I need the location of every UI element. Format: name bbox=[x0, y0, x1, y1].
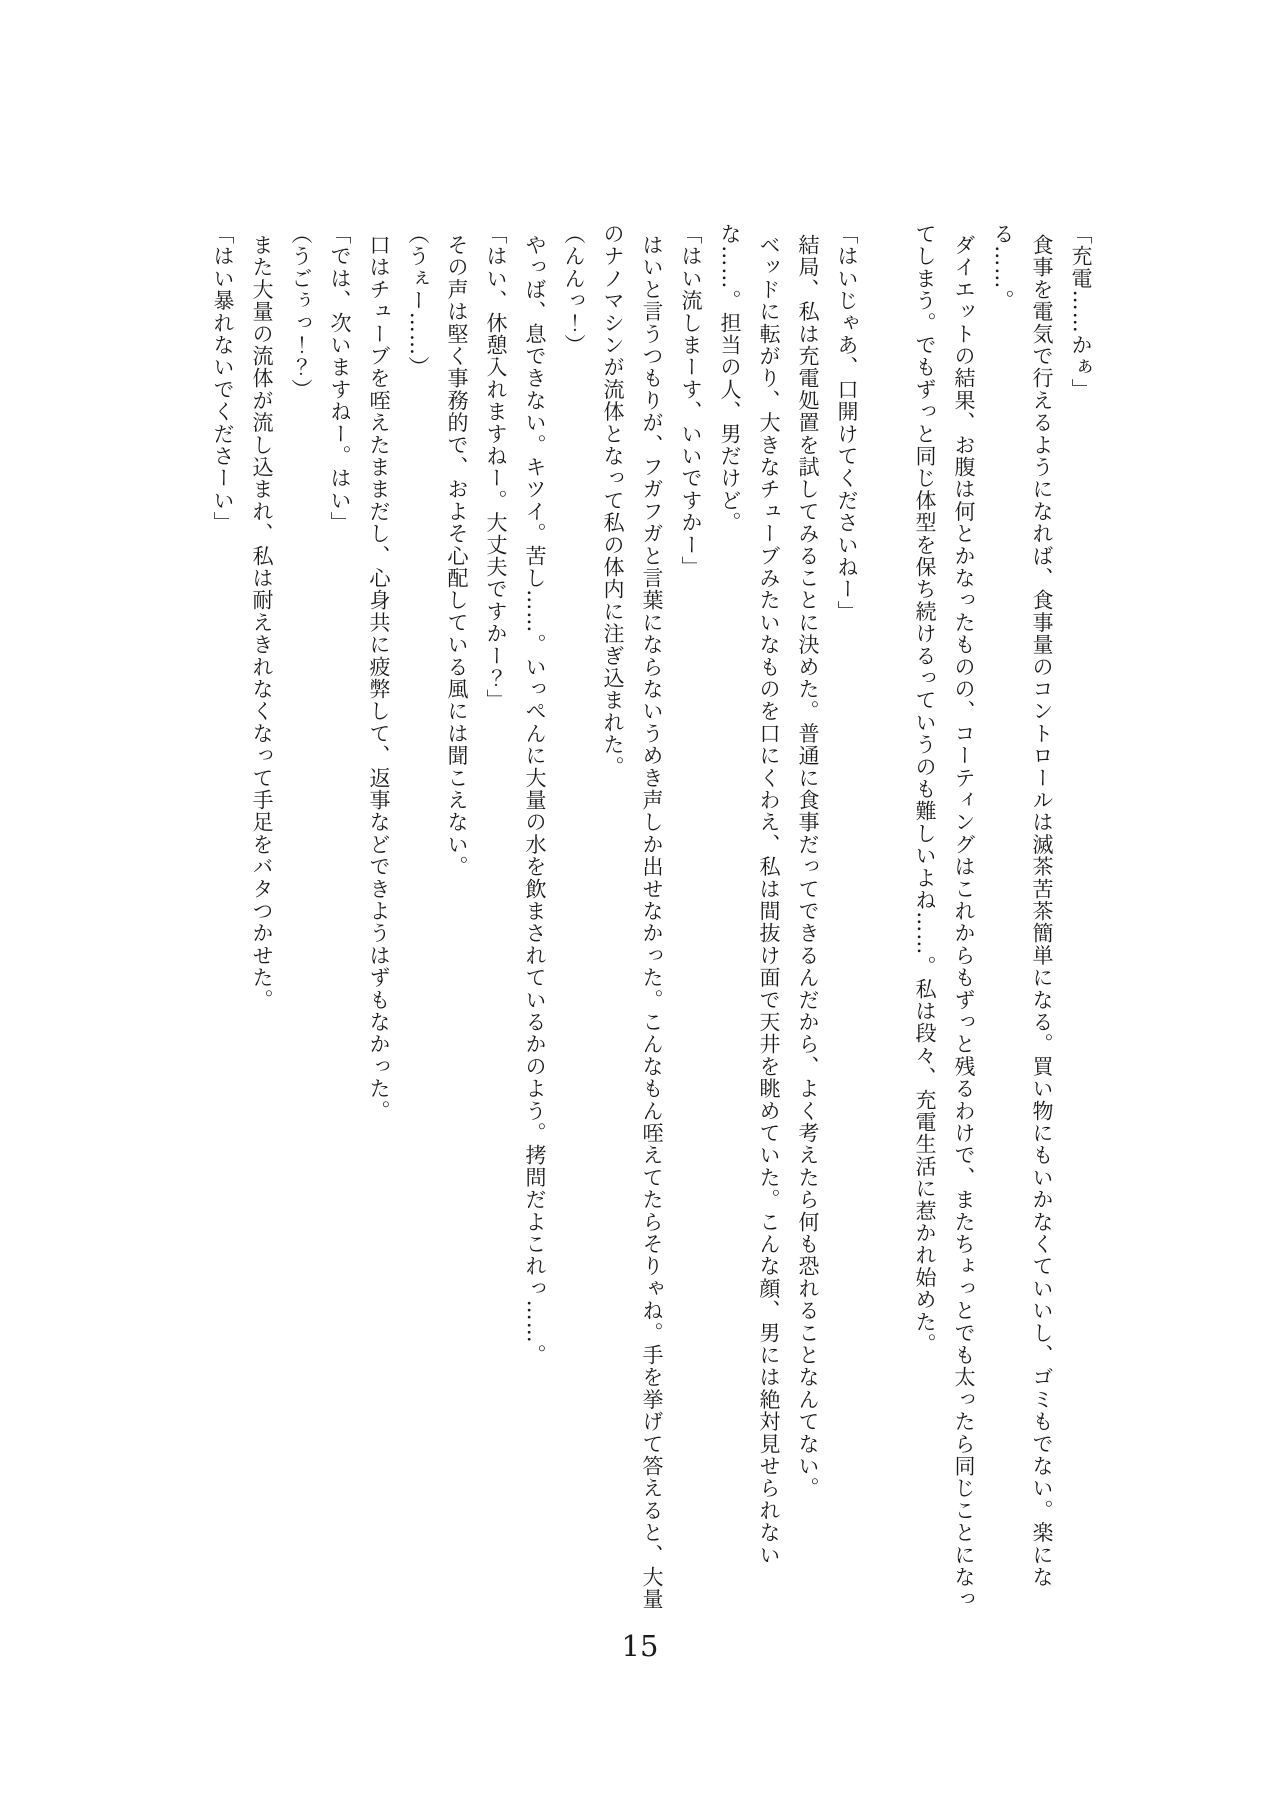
paragraph: その声は堅く事務的で、およそ心配している風には聞こえない。 bbox=[445, 234, 469, 878]
paragraph: 「はい、休憩入れますねー。大丈夫ですかー？」 bbox=[484, 223, 508, 712]
paragraph: 食事を電気で行えるようになれば、食事量のコントロールは滅茶苦茶簡単になる。買い物にもいかなくていいし、ゴミもでない。楽になる……。 bbox=[991, 223, 1054, 1589]
paragraph: 「はいじゃあ、口開けてくださいねー」 bbox=[835, 223, 859, 623]
paragraph: 「充電……かぁ」 bbox=[1069, 223, 1093, 401]
paragraph: 「はい流しまーす、いいですかー」 bbox=[679, 223, 703, 579]
paragraph: 口はチューブを咥えたままだし、心身共に疲弊して、返事などできようはずもなかった。 bbox=[367, 234, 391, 1122]
paragraph: 「では、次いますねー。はい」 bbox=[328, 223, 352, 534]
paragraph: ベッドに転がり、大きなチューブみたいなものを口にくわえ、私は間抜け面で天井を眺めていた。こんな顔、男には絶対見せられないな……。担当の人、男だけど。 bbox=[718, 223, 781, 1566]
paragraph: やっば、息できない。キツイ。苦し……。いっぺんに大量の水を飲まされているかのよう。拷問だよこれっ……。 bbox=[523, 234, 547, 1367]
vertical-text-block bbox=[203, 223, 1100, 1618]
paragraph: （うぇー……） bbox=[406, 223, 430, 379]
paragraph: （んんっ！） bbox=[562, 223, 586, 357]
paragraph: また大量の流体が流し込まれ、私は耐えきれなくなって手足をバタつかせた。 bbox=[250, 234, 274, 1011]
paragraph: ダイエットの結果、お腹は何とかなったものの、コーティングはこれからもずっと残るわけで、またちょっとでも太ったら同じことになってしまう。でもずっと同じ体型を保ち続けるっていうのも難しいよね……。私は段々、充電生活に惹かれ始めた。 bbox=[913, 223, 976, 1611]
paragraph: （うごぅっ！？） bbox=[289, 223, 313, 401]
paragraph: 結局、私は充電処置を試してみることに決めた。普通に食事だってできるんだから、よく考えたら何も恐れることなんてない。 bbox=[796, 234, 820, 1500]
page-number: 15 bbox=[621, 1629, 659, 1663]
paragraph: はいと言うつもりが、フガフガと言葉にならないうめき声しか出せなかった。こんなもん咥えてたらそりゃね。手を挙げて答えると、大量のナノマシンが流体となって私の体内に注ぎ込まれた。 bbox=[601, 223, 664, 1611]
paragraph: 「はい暴れないでくださーい」 bbox=[211, 223, 235, 534]
